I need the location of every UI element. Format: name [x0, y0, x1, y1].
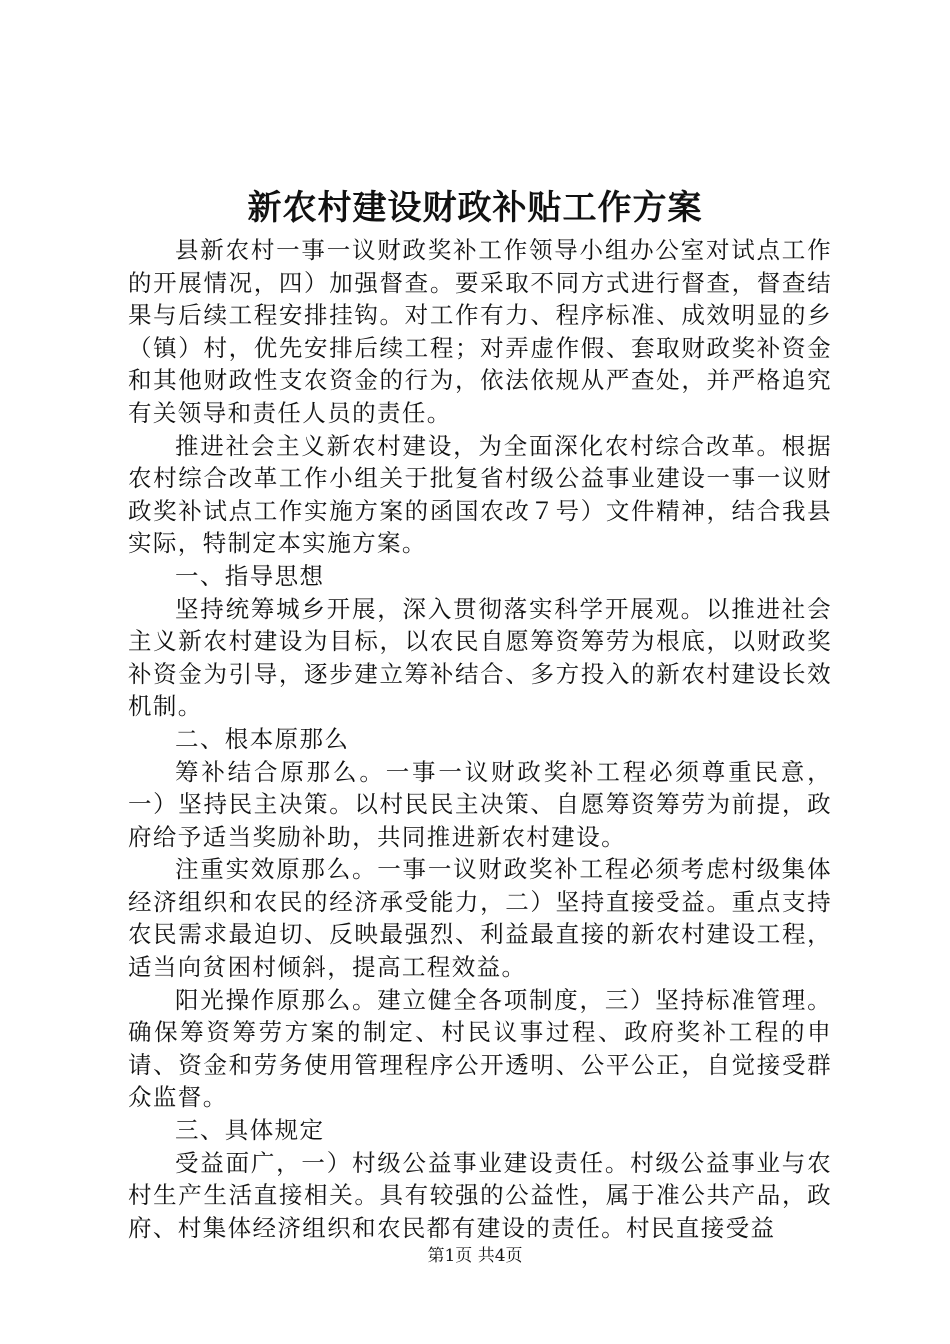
section-heading: 二、根本原那么: [175, 724, 350, 753]
section-heading: 三、具体规定: [175, 1116, 325, 1145]
paragraph: 县新农村一事一议财政奖补工作领导小组办公室对试点工作的开展情况，四）加强督查。要采取不同方式进行督查，督查结果与后续工程安排挂钩。对工作有力、程序标准、成效明显的乡（镇）村，优先安排后续工程；对弄虚作假、套取财政奖补资金和其他财政性支农资金的行为，依法依规从严查处，并严格追究有关领导和责任人员的责任。: [128, 236, 832, 427]
paragraph: 坚持统筹城乡开展，深入贯彻落实科学开展观。以推进社会主义新农村建设为目标，以农民自愿筹资筹劳为根底，以财政奖补资金为引导，逐步建立筹补结合、多方投入的新农村建设长效机制。: [128, 594, 832, 721]
paragraph: 阳光操作原那么。建立健全各项制度，三）坚持标准管理。确保筹资筹劳方案的制定、村民议事过程、政府奖补工程的申请、资金和劳务使用管理程序公开透明、公平公正，自觉接受群众监督。: [128, 985, 832, 1112]
page-title: 新农村建设财政补贴工作方案: [247, 188, 703, 228]
paragraph: 筹补结合原那么。一事一议财政奖补工程必须尊重民意，一）坚持民主决策。以村民民主决策、自愿筹资筹劳为前提，政府给予适当奖励补助，共同推进新农村建设。: [128, 757, 832, 851]
paragraph: 注重实效原那么。一事一议财政奖补工程必须考虑村级集体经济组织和农民的经济承受能力，二）坚持直接受益。重点支持农民需求最迫切、反映最强烈、利益最直接的新农村建设工程，适当向贫困村倾斜，提高工程效益。: [128, 855, 832, 982]
section-heading: 一、指导思想: [175, 561, 325, 590]
document-body: [128, 234, 832, 1244]
page-number-footer: 第1页 共4页: [427, 1246, 523, 1266]
paragraph: 推进社会主义新农村建设，为全面深化农村综合改革。根据农村综合改革工作小组关于批复省村级公益事业建设一事一议财政奖补试点工作实施方案的函国农改７号）文件精神，结合我县实际，特制定本实施方案。: [128, 431, 832, 558]
paragraph: 受益面广，一）村级公益事业建设责任。村级公益事业与农村生产生活直接相关。具有较强的公益性，属于准公共产品，政府、村集体经济组织和农民都有建设的责任。村民直接受益: [128, 1148, 832, 1242]
